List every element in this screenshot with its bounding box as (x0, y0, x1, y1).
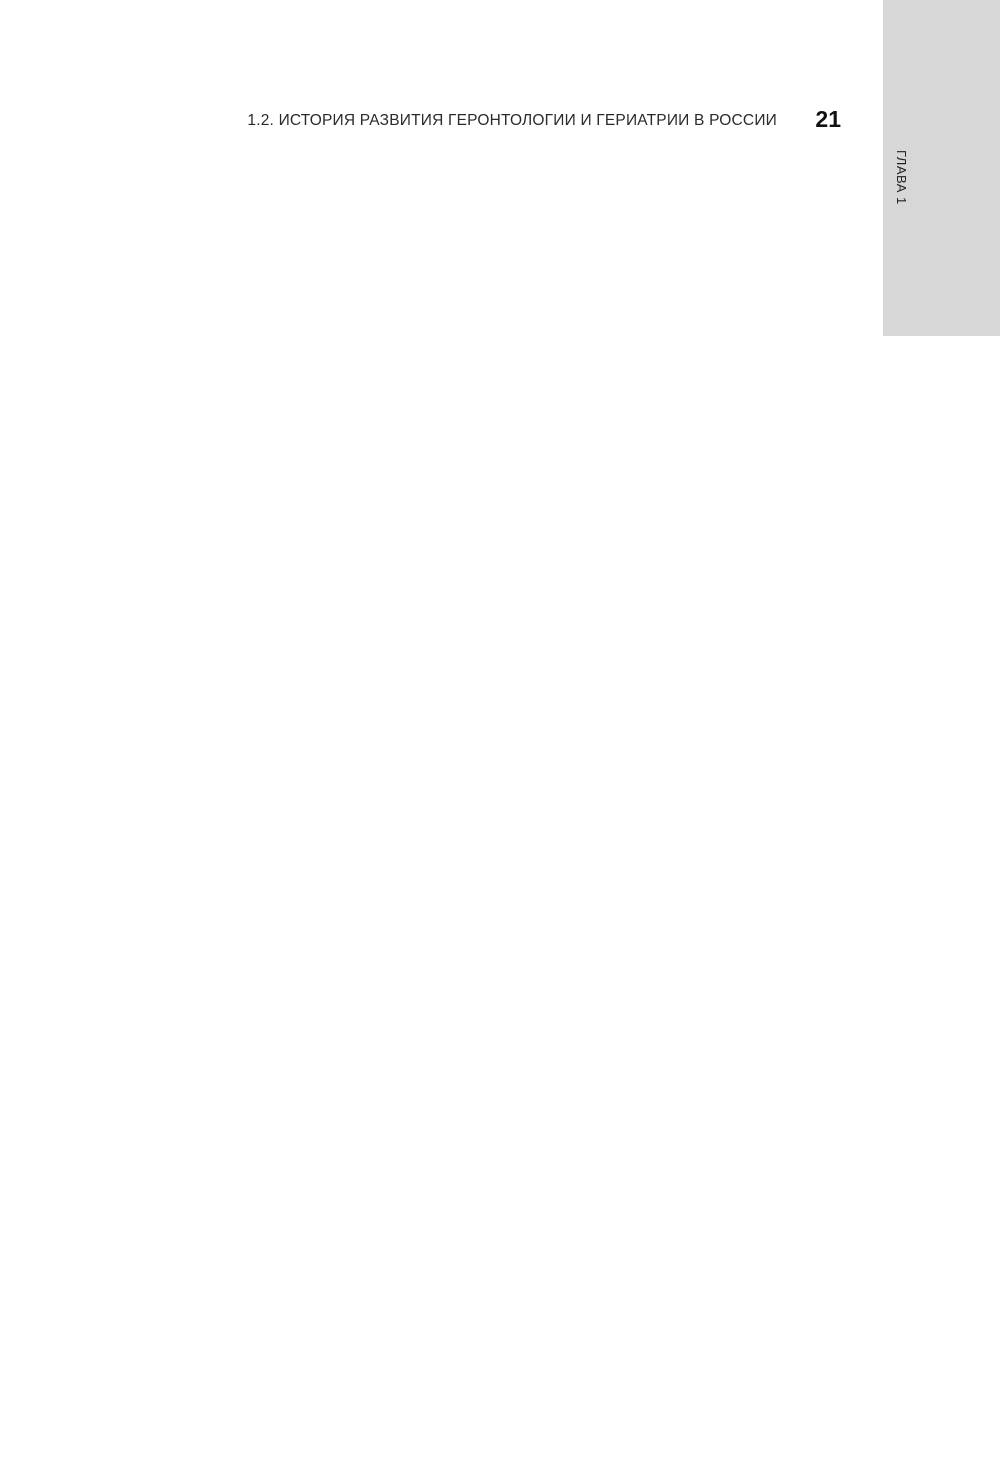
section-title: 1.2. ИСТОРИЯ РАЗВИТИЯ ГЕРОНТОЛОГИИ И ГЕРИАТРИИ В РОССИИ (247, 112, 777, 129)
page-number: 21 (815, 106, 841, 132)
chapter-label: ГЛАВА 1 (894, 150, 909, 205)
running-header (105, 104, 845, 140)
